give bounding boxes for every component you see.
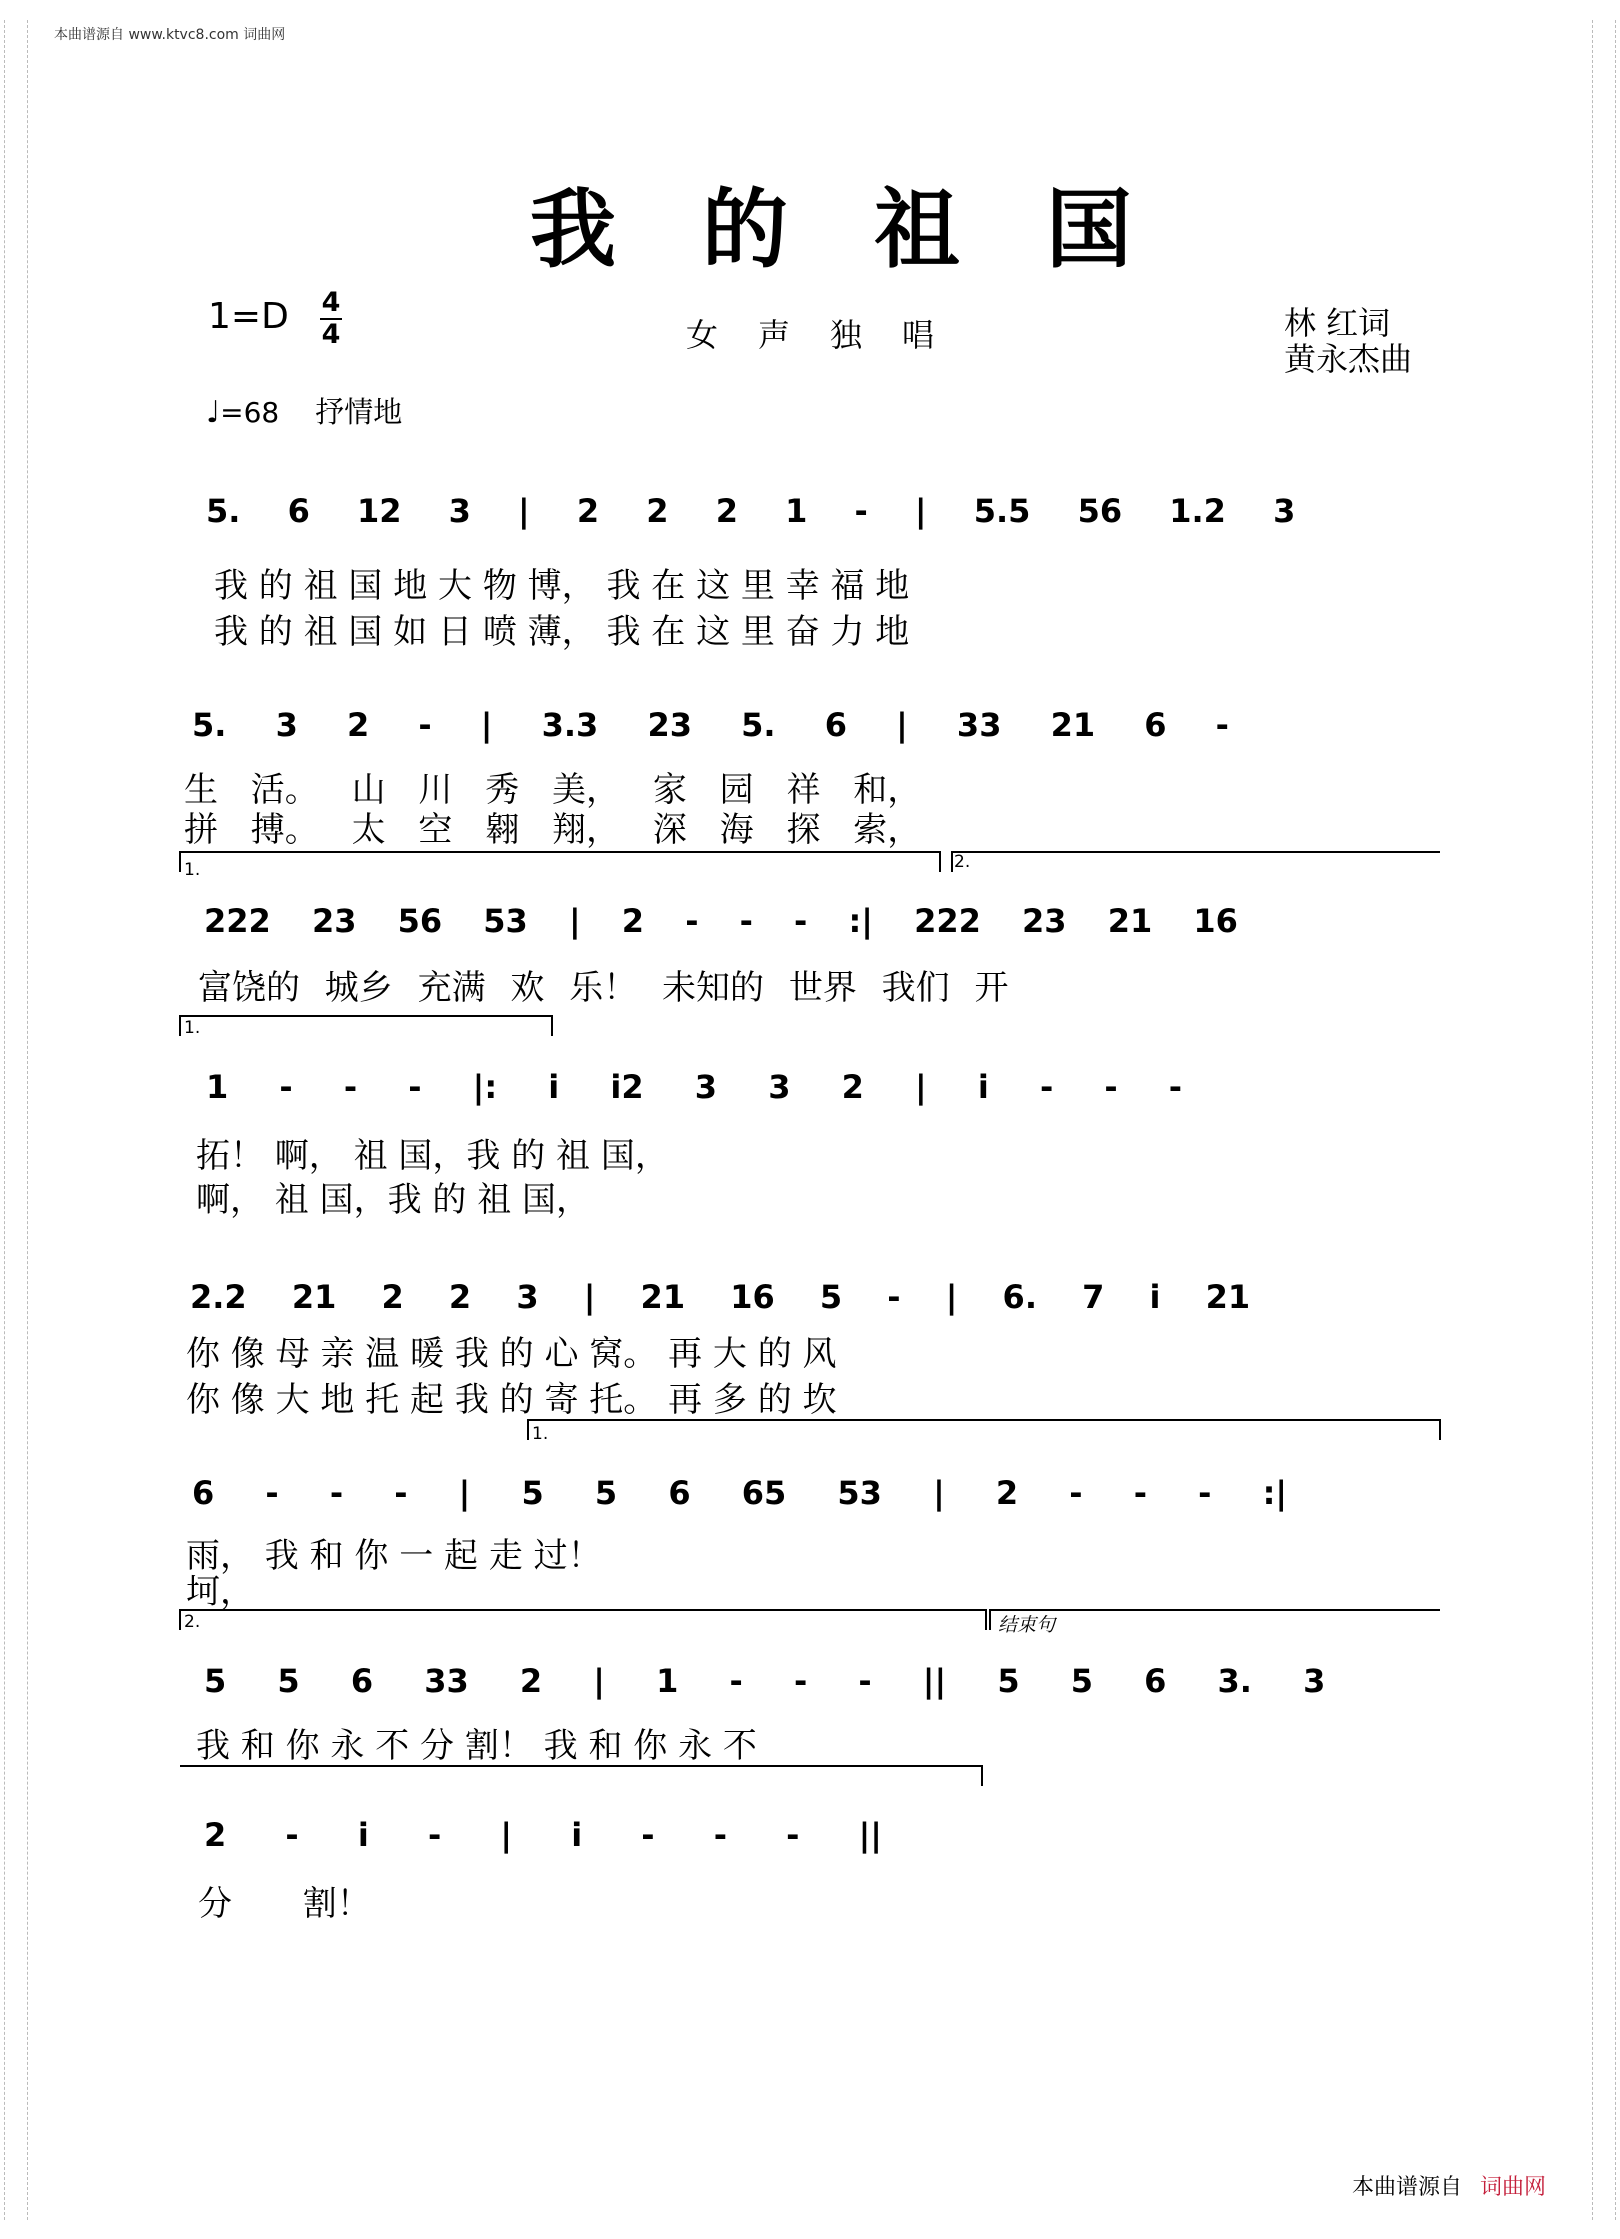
footer-site-link[interactable]: 词曲网 xyxy=(1480,2175,1547,2200)
lyrics-row-1-verse-1: 我 的 祖 国 地 大 物 博， 我 在 这 里 幸 福 地 xyxy=(214,566,910,606)
lyrics-row-3: 富饶的 城乡 充满 欢 乐！ 未知的 世界 我们 开 xyxy=(198,968,1009,1008)
composer-credit: 黄永杰曲 xyxy=(1284,340,1413,378)
source-footer xyxy=(1352,2170,1546,2201)
lyrics-row-6-verse-2: 坷， xyxy=(186,1572,254,1612)
footer-source: 本曲谱源自 xyxy=(1352,2175,1463,2200)
lyrics-row-2-verse-2: 拼 搏。 太 空 翱 翔， 深 海 探 索， xyxy=(184,810,922,850)
performance-type: 女声独唱 xyxy=(686,316,975,354)
volta-2-label-row-7: 2. xyxy=(184,1612,201,1632)
quarter-note-icon: ♩ xyxy=(206,395,221,430)
notes-row-4: 1 - - - |: i i2 3 3 2 | i - - - xyxy=(206,1068,1183,1106)
lyrics-row-4-verse-1: 拓！ 啊， 祖 国，我 的 祖 国， xyxy=(196,1136,669,1176)
lyrics-row-5-verse-2: 你 像 大 地 托 起 我 的 寄 托。 再 多 的 坎 xyxy=(186,1380,837,1420)
ending-label: 结束句 xyxy=(998,1614,1056,1636)
lyrics-row-1-verse-2: 我 的 祖 国 如 日 喷 薄， 我 在 这 里 奋 力 地 xyxy=(214,612,910,652)
notes-row-7: 5 5 6 33 2 | 1 - - - || 5 5 6 3. 3 xyxy=(204,1662,1326,1700)
lyricist-credit: 林 红词 xyxy=(1284,304,1391,342)
volta-1-label: 1. xyxy=(184,860,201,880)
notes-row-6: 6 - - - | 5 5 6 65 53 | 2 - - - :| xyxy=(192,1474,1288,1512)
meter-bottom: 4 xyxy=(321,319,341,350)
volta-2-label: 2. xyxy=(954,852,971,872)
tempo-value: =68 xyxy=(220,396,280,429)
lyrics-row-8: 分 割！ xyxy=(198,1884,371,1924)
notes-row-8: 2 - i - | i - - - || xyxy=(204,1816,882,1854)
lyrics-row-6-verse-1: 雨， 我 和 你 一 起 走 过！ xyxy=(186,1536,602,1576)
notes-row-1: 5. 6 12 3 | 2 2 2 1 - | 5.5 56 1.2 3 xyxy=(206,492,1296,530)
lyrics-row-2-verse-1: 生 活。 山 川 秀 美， 家 园 祥 和， xyxy=(184,770,922,810)
notes-row-5: 2.2 21 2 2 3 | 21 16 5 - | 6. 7 i 21 xyxy=(190,1278,1251,1316)
page-title: 我的祖国 xyxy=(530,180,1218,280)
key-signature: 1=D xyxy=(208,296,289,337)
lyrics-row-7: 我 和 你 永 不 分 割！ 我 和 你 永 不 xyxy=(196,1726,757,1766)
source-header: 本曲谱源自 www.ktvc8.com 词曲网 xyxy=(54,27,286,43)
volta-1-label-row-6: 1. xyxy=(532,1424,549,1444)
notes-row-2: 5. 3 2 - | 3.3 23 5. 6 | 33 21 6 - xyxy=(192,706,1229,744)
notes-row-3: 222 23 56 53 | 2 - - - :| 222 23 21 16 xyxy=(204,902,1238,940)
volta-1-label-row-4: 1. xyxy=(184,1018,201,1038)
expression-mark: 抒情地 xyxy=(315,395,403,429)
lyrics-row-4-verse-2: 啊， 祖 国，我 的 祖 国， xyxy=(196,1180,591,1220)
lyrics-row-5-verse-1: 你 像 母 亲 温 暖 我 的 心 窝。 再 大 的 风 xyxy=(186,1334,837,1374)
meter-top: 4 xyxy=(321,287,341,318)
